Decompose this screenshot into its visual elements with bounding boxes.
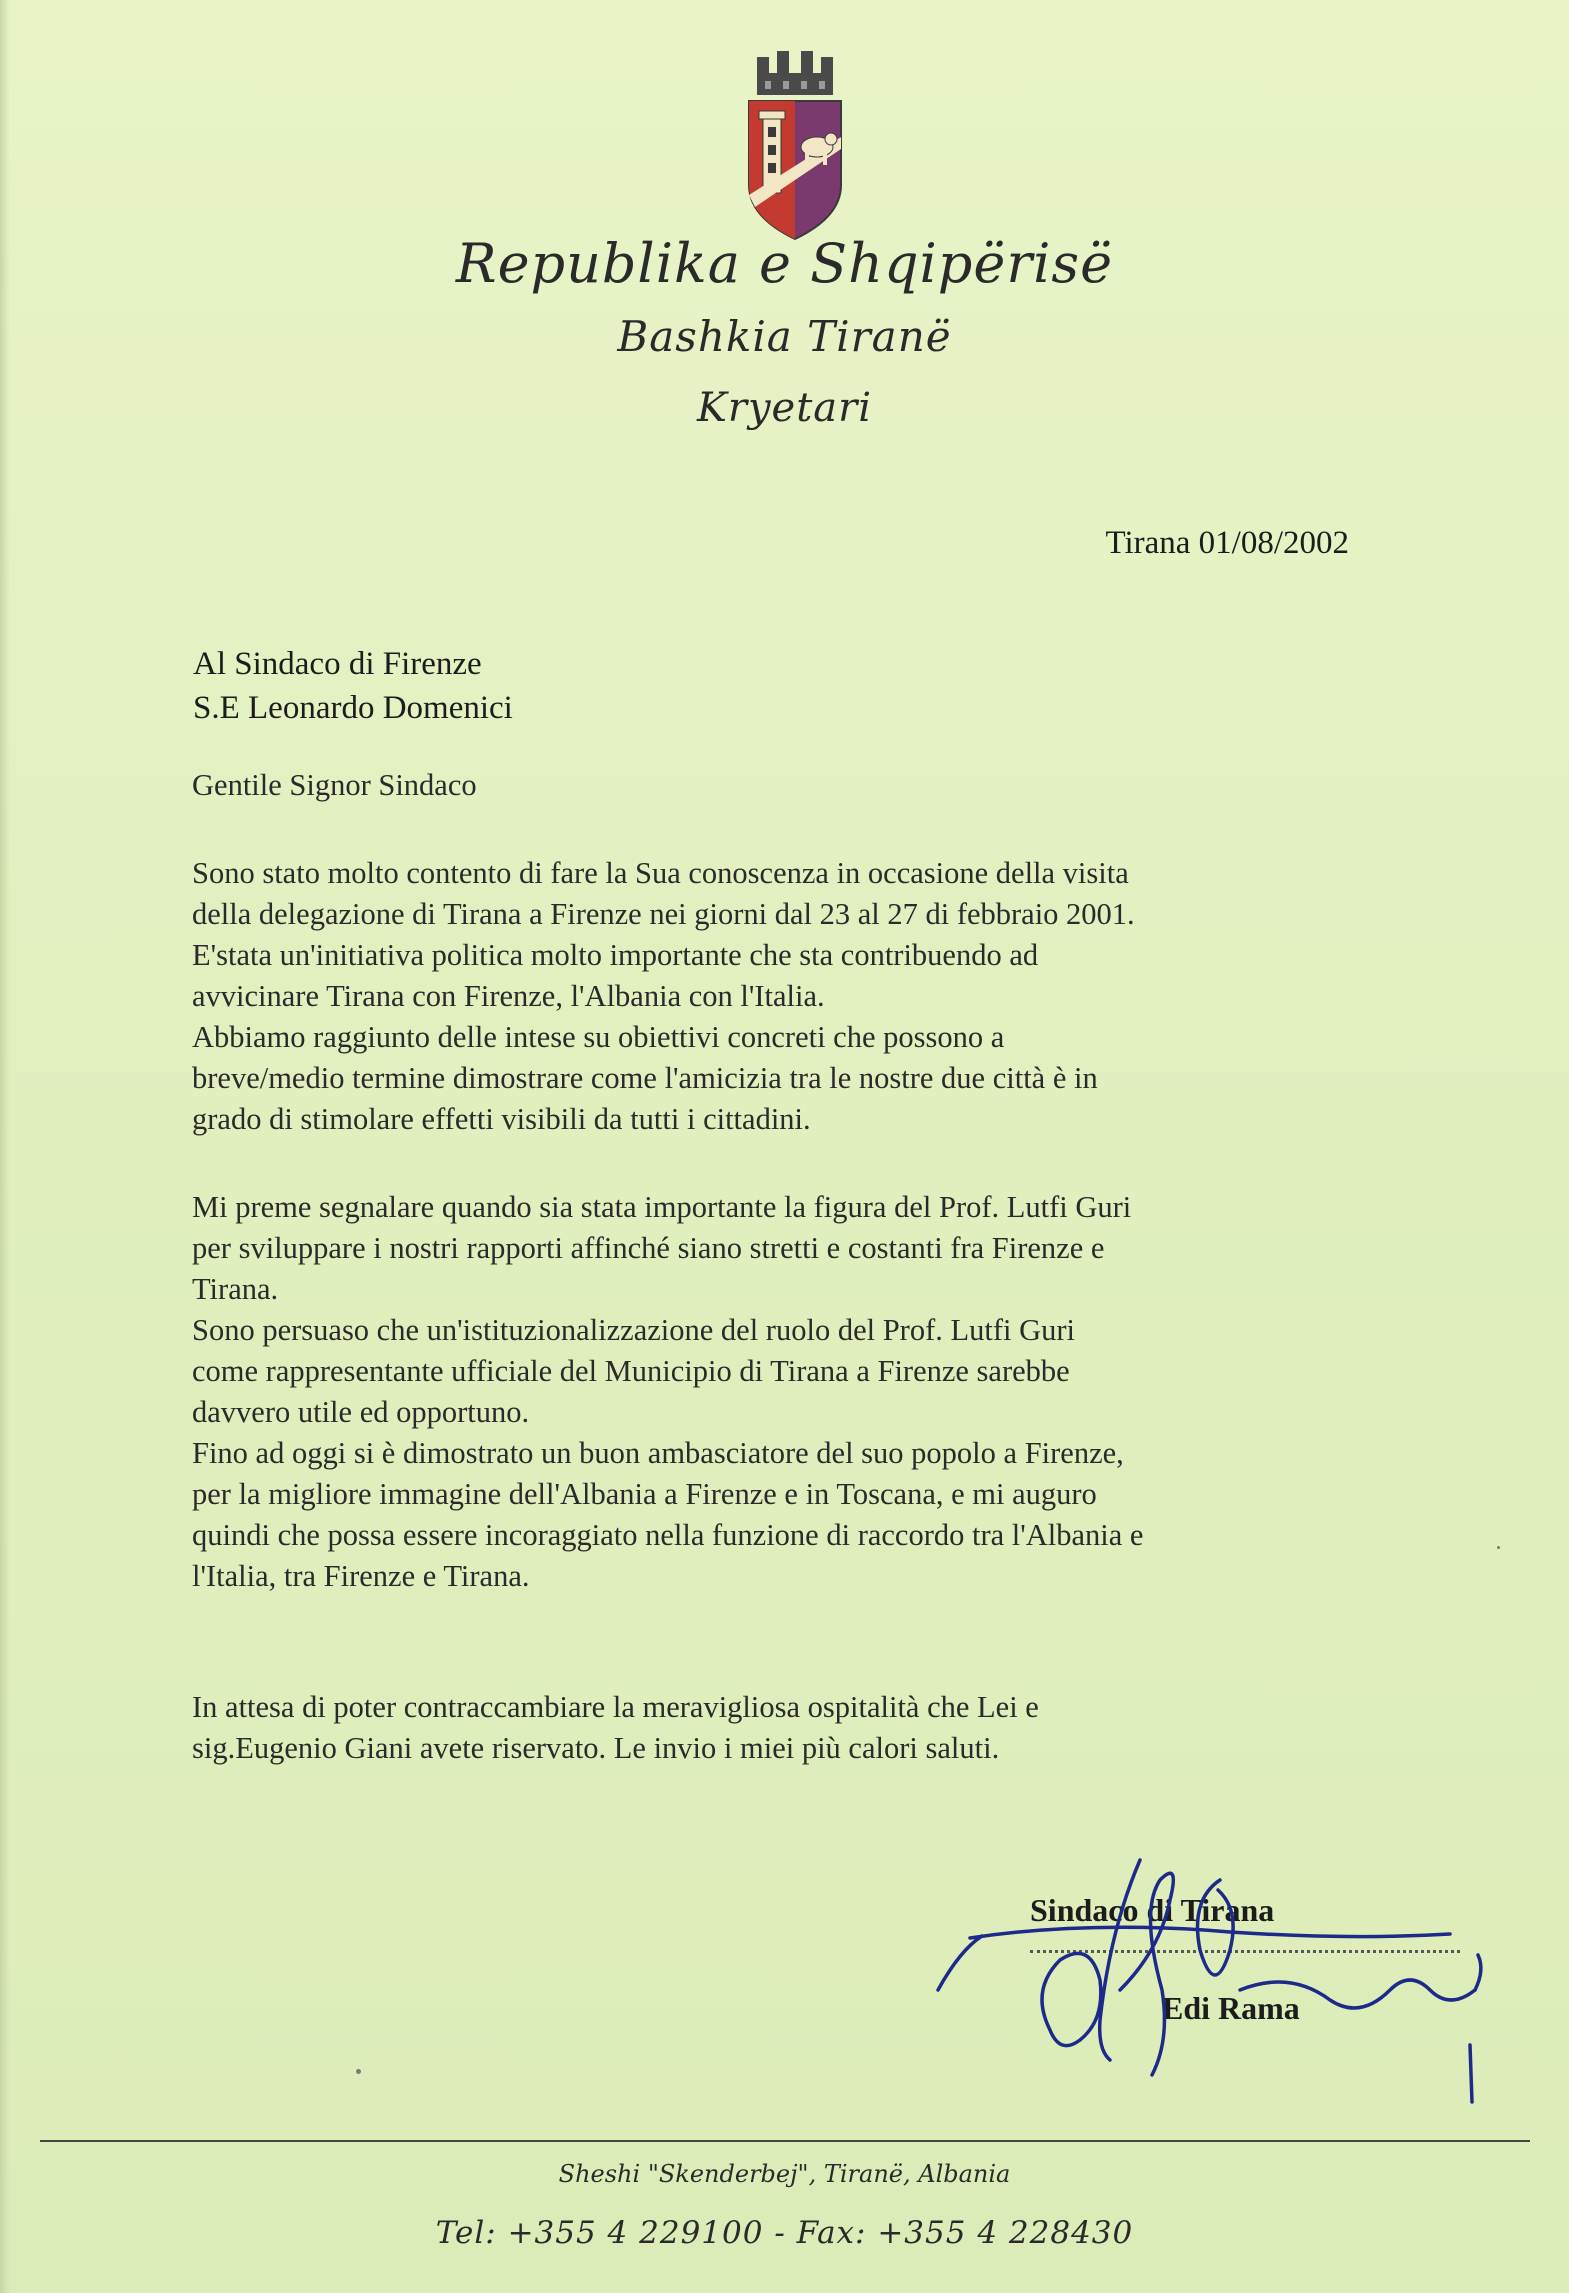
text-line: Sono stato molto contento di fare la Sua conoscenza in occasione della visita	[192, 856, 1129, 890]
footer-address: Sheshi "Skenderbej", Tiranë, Albania	[558, 2160, 1011, 2188]
text-line: Tirana.	[192, 1272, 279, 1306]
text-line: Mi preme segnalare quando sia stata importante la figura del Prof. Lutfi Guri	[192, 1190, 1132, 1224]
text-line: quindi che possa essere incoraggiato nella funzione di raccordo tra l'Albania e	[192, 1518, 1144, 1552]
text-line: come rappresentante ufficiale del Municipio di Tirana a Firenze sarebbe	[192, 1354, 1070, 1388]
text-line: breve/medio termine dimostrare come l'amicizia tra le nostre due città è in	[192, 1061, 1098, 1095]
text-line: grado di stimolare effetti visibili da tutti i cittadini.	[192, 1102, 811, 1136]
footer-contacts: Tel: +355 4 229100 - Fax: +355 4 228430	[435, 2215, 1134, 2251]
paragraph-3	[192, 1687, 1372, 1769]
text-line: l'Italia, tra Firenze e Tirana.	[192, 1559, 530, 1593]
signature-name: Edi Rama	[1162, 1990, 1300, 2026]
text-line: davvero utile ed opportuno.	[192, 1395, 530, 1429]
paragraph-1	[192, 853, 1372, 1140]
salutation-text: Gentile Signor Sindaco	[192, 768, 477, 802]
signature-title: Sindaco di Tirana	[1030, 1892, 1275, 1928]
addressee-line: S.E Leonardo Domenici	[193, 690, 513, 726]
text-line: Abbiamo raggiunto delle intese su obiettivi concreti che possono a	[192, 1020, 1005, 1054]
scan-speck	[356, 2069, 361, 2074]
text-line: sig.Eugenio Giani avete riservato. Le invio i miei più calori saluti.	[192, 1731, 1000, 1765]
text-line: avvicinare Tirana con Firenze, l'Albania con l'Italia.	[192, 979, 825, 1013]
handwritten-signature-icon	[930, 1840, 1490, 2120]
letterhead-municipality: Bashkia Tiranë	[617, 312, 952, 361]
text-line: Fino ad oggi si è dimostrato un buon ambasciatore del suo popolo a Firenze,	[192, 1436, 1124, 1470]
addressee-line: Al Sindaco di Firenze	[193, 646, 482, 682]
text-line: per sviluppare i nostri rapporti affinché siano stretti e costanti fra Firenze e	[192, 1231, 1105, 1265]
letterhead-office: Kryetari	[696, 385, 873, 431]
footer-rule	[40, 2140, 1530, 2142]
text-line: per la migliore immagine dell'Albania a Firenze e in Toscana, e mi auguro	[192, 1477, 1097, 1511]
text-line: Sono persuaso che un'istituzionalizzazione del ruolo del Prof. Lutfi Guri	[192, 1313, 1075, 1347]
scan-speck	[1497, 1546, 1500, 1549]
salutation	[192, 765, 1372, 806]
letterhead-republic: Republika e Shqipërisë	[455, 232, 1114, 295]
letter-date: Tirana 01/08/2002	[1105, 525, 1349, 561]
paragraph-2	[192, 1187, 1372, 1597]
addressee-block	[193, 642, 513, 730]
text-line: In attesa di poter contraccambiare la meravigliosa ospitalità che Lei e	[192, 1690, 1039, 1724]
text-line: della delegazione di Tirana a Firenze nei giorni dal 23 al 27 di febbraio 2001.	[192, 897, 1135, 931]
text-line: E'stata un'initiativa politica molto importante che sta contribuendo ad	[192, 938, 1039, 972]
coat-of-arms-icon	[735, 45, 855, 245]
